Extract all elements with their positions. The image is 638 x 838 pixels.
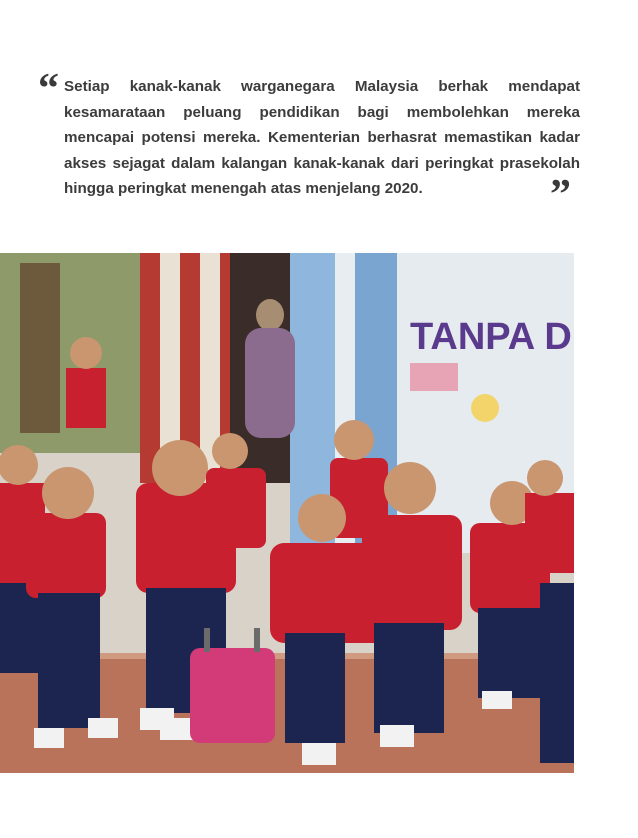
quote-text: Setiap kanak-kanak warganegara Malaysia berhak mendapat kesamarataan peluang pendidikan bagi membolehkan mereka mencapai potensi mereka. Kementerian berhasrat memastikan kadar akses sejagat dalam kalangan kanak-kanak dari peringkat prasekolah hingga peringkat menengah atas menjelang 2020. [64, 78, 580, 197]
quote-close-mark: ” [550, 172, 571, 218]
quote-open-mark: “ [38, 66, 59, 112]
photo-children-running [0, 253, 574, 773]
quote-block [38, 66, 580, 218]
banner-text: TANPA D [410, 316, 572, 358]
